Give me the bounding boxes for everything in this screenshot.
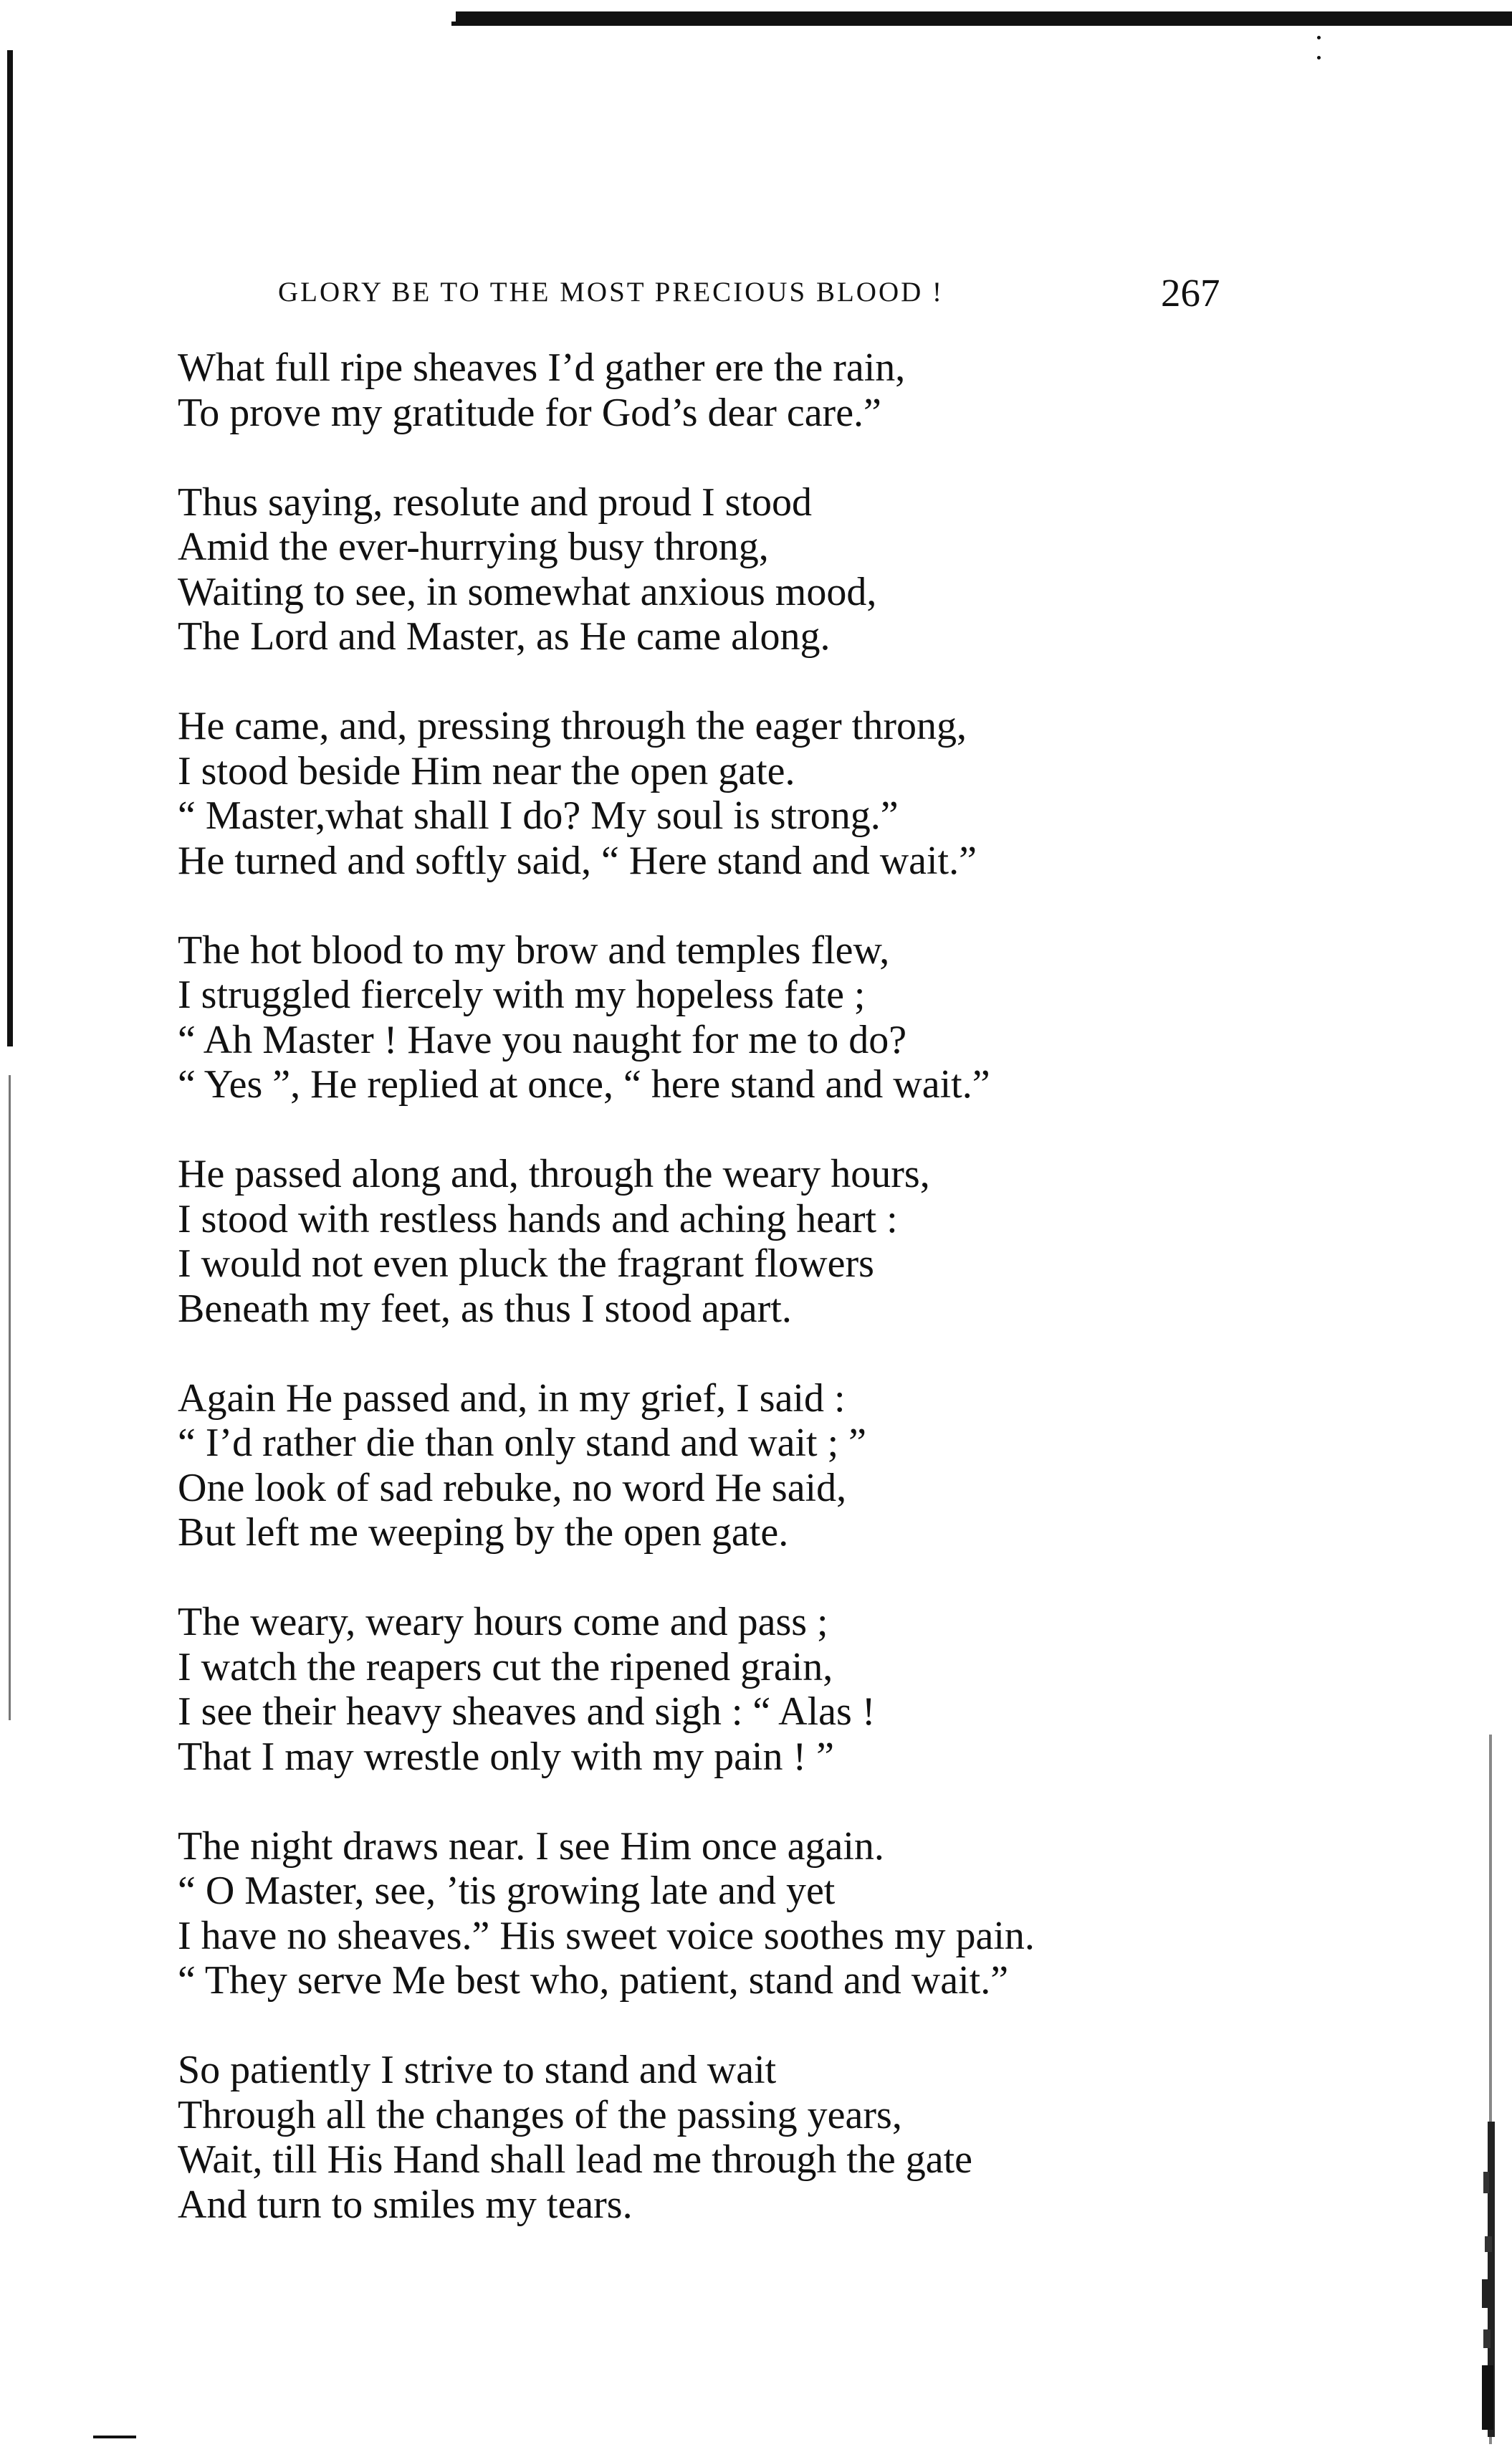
poem-line: I stood with restless hands and aching heart : [178, 1196, 898, 1241]
poem-line: That I may wrestle only with my pain ! ” [178, 1734, 834, 1779]
stanza-break [178, 435, 1267, 480]
running-head: GLORY BE TO THE MOST PRECIOUS BLOOD ! [278, 277, 944, 307]
stanza [178, 1152, 1267, 1331]
poem-line: “ Ah Master ! Have you naught for me to do? [178, 1017, 907, 1062]
scan-edge-noise [1475, 1735, 1511, 2444]
poem-line: He turned and softly said, “ Here stand and wait.” [178, 838, 977, 883]
scan-speck [1317, 36, 1321, 39]
poem-line: He came, and, pressing through the eager throng, [178, 704, 967, 748]
poem-line: So patiently I strive to stand and wait [178, 2048, 777, 2092]
stanza-break [178, 883, 1267, 928]
stanza [178, 480, 1267, 659]
poem-line: And turn to smiles my tears. [178, 2182, 633, 2227]
stanza-break [178, 1331, 1267, 1376]
poem-body [178, 345, 1267, 2227]
poem-line: “ O Master, see, ’tis growing late and yet [178, 1869, 836, 1913]
poem-line: The Lord and Master, as He came along. [178, 614, 831, 659]
page-header [278, 271, 1231, 319]
stanza-break [178, 1107, 1267, 1153]
poem-line: The weary, weary hours come and pass ; [178, 1600, 828, 1644]
poem-line: Beneath my feet, as thus I stood apart. [178, 1286, 792, 1331]
stanza [178, 2048, 1267, 2227]
poem-line: He passed along and, through the weary hours, [178, 1152, 930, 1196]
poem-line: But left me weeping by the open gate. [178, 1510, 789, 1555]
poem-line: “ They serve Me best who, patient, stand and wait.” [178, 1958, 1009, 2003]
poem-line: I see their heavy sheaves and sigh : “ Alas ! [178, 1689, 876, 1734]
poem-line: I watch the reapers cut the ripened grain, [178, 1644, 833, 1689]
poem-line: I stood beside Him near the open gate. [178, 748, 795, 793]
stanza [178, 1600, 1267, 1779]
poem-line: The night draws near. I see Him once again. [178, 1823, 884, 1869]
poem-line: One look of sad rebuke, no word He said, [178, 1465, 847, 1510]
poem-line: “ Master,what shall I do? My soul is strong.” [178, 793, 899, 838]
poem-line: Again He passed and, in my grief, I said : [178, 1375, 846, 1421]
poem-line: What full ripe sheaves I’d gather ere the rain, [178, 345, 906, 390]
stanza-break [178, 1555, 1267, 1601]
stanza [178, 1376, 1267, 1555]
left-border-rule-faint [9, 1075, 11, 1720]
poem-line: Waiting to see, in somewhat anxious mood, [178, 569, 877, 614]
stanza-break [178, 1779, 1267, 1824]
poem-line: I struggled fiercely with my hopeless fate ; [178, 973, 866, 1017]
poem-line: “ I’d rather die than only stand and wait ; ” [178, 1421, 866, 1465]
stanza [178, 928, 1267, 1107]
left-border-rule [7, 50, 13, 1046]
poem-line: Thus saying, resolute and proud I stood [178, 480, 812, 525]
stanza [178, 704, 1267, 883]
poem-line: The hot blood to my brow and temples flew, [178, 927, 890, 973]
poem-line: Wait, till His Hand shall lead me through the gate [178, 2137, 973, 2182]
poem-line: I would not even pluck the fragrant flowers [178, 1241, 874, 1286]
stanza [178, 345, 1267, 435]
poem-line: I have no sheaves.” His sweet voice soothes my pain. [178, 1913, 1035, 1958]
page-number: 267 [1161, 271, 1220, 315]
scan-speck [1317, 56, 1321, 59]
top-border-rule [456, 11, 1512, 24]
stanza [178, 1824, 1267, 2003]
stanza-break [178, 2003, 1267, 2048]
poem-line: Amid the ever-hurrying busy throng, [178, 525, 769, 569]
poem-line: “ Yes ”, He replied at once, “ here stand and wait.” [178, 1062, 990, 1107]
stanza-break [178, 659, 1267, 705]
poem-line: Through all the changes of the passing years, [178, 2092, 902, 2137]
scan-mark [93, 2436, 136, 2438]
poem-line: To prove my gratitude for God’s dear care.” [178, 390, 881, 435]
